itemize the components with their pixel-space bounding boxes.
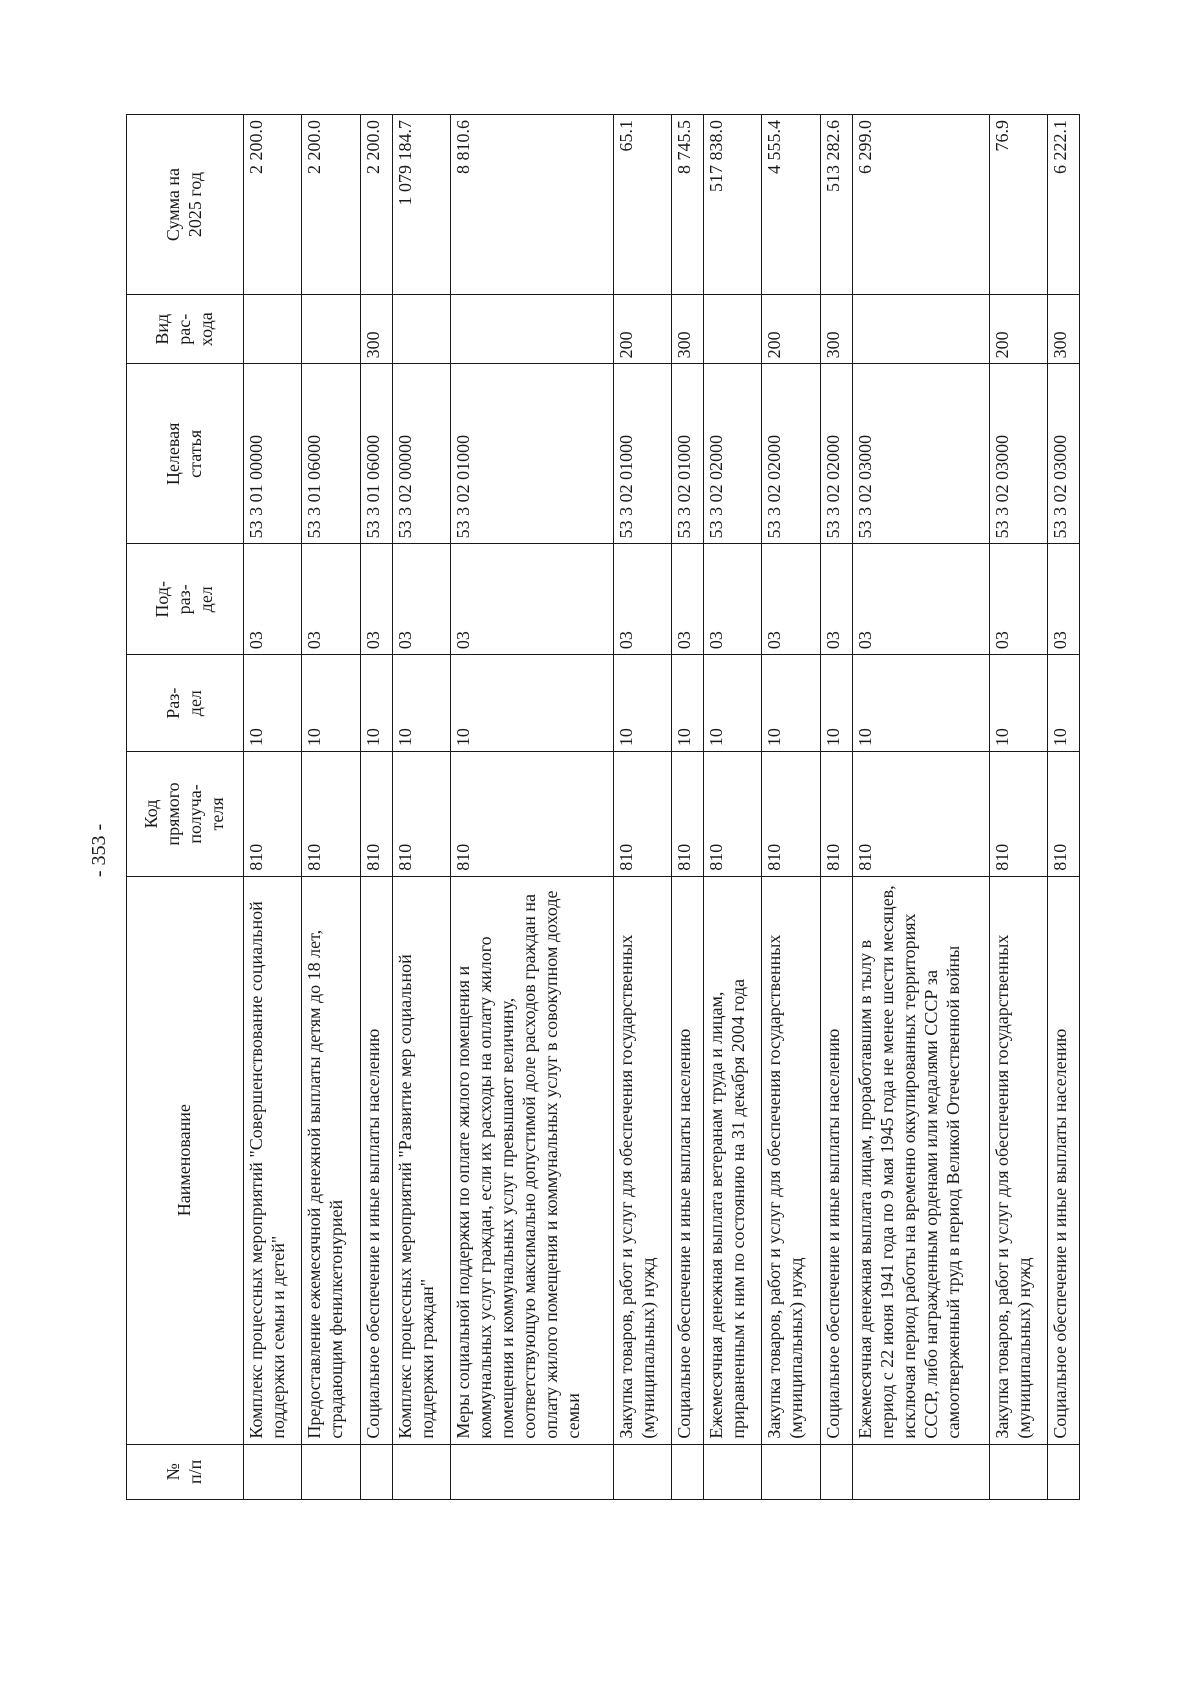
cell-target: 53 3 02 02000 — [704, 364, 762, 544]
cell-name: Социальное обеспечение и иные выплаты населению — [360, 876, 392, 1444]
cell-amount: 8 745.5 — [672, 115, 704, 295]
cell-num — [613, 1444, 671, 1499]
cell-name: Ежемесячная денежная выплата ветеранам труда и лицам, приравненным к ним по состоянию на 31 декабря 2004 года — [704, 876, 762, 1444]
table-row — [613, 115, 671, 1500]
header-amount: Сумма на 2025 год — [127, 115, 244, 295]
cell-amount: 513 282.6 — [820, 115, 852, 295]
cell-num — [244, 1444, 302, 1499]
cell-expense — [852, 295, 989, 364]
table-header-row — [127, 115, 244, 1500]
cell-subsection: 03 — [1047, 544, 1079, 655]
cell-subsection: 03 — [244, 544, 302, 655]
budget-table — [126, 114, 1080, 1500]
cell-amount: 2 200.0 — [244, 115, 302, 295]
table-row — [820, 115, 852, 1500]
cell-recipient: 810 — [450, 752, 613, 877]
header-name: Наименование — [127, 876, 244, 1444]
table-row — [1047, 115, 1079, 1500]
cell-recipient: 810 — [360, 752, 392, 877]
cell-name: Закупка товаров, работ и услуг для обеспечения государственных (муниципальных) нужд — [989, 876, 1047, 1444]
cell-section: 10 — [989, 655, 1047, 752]
cell-subsection: 03 — [302, 544, 360, 655]
cell-amount: 2 200.0 — [360, 115, 392, 295]
header-subsection: Под- раз- дел — [127, 544, 244, 655]
table-row — [360, 115, 392, 1500]
table-row — [989, 115, 1047, 1500]
cell-recipient: 810 — [672, 752, 704, 877]
cell-subsection: 03 — [852, 544, 989, 655]
cell-section: 10 — [360, 655, 392, 752]
cell-expense — [302, 295, 360, 364]
cell-expense — [244, 295, 302, 364]
cell-num — [762, 1444, 820, 1499]
cell-expense: 200 — [762, 295, 820, 364]
cell-amount: 6 222.1 — [1047, 115, 1079, 295]
cell-amount: 65.1 — [613, 115, 671, 295]
cell-recipient: 810 — [613, 752, 671, 877]
cell-recipient: 810 — [852, 752, 989, 877]
cell-name: Социальное обеспечение и иные выплаты населению — [1047, 876, 1079, 1444]
cell-recipient: 810 — [762, 752, 820, 877]
cell-amount: 1 079 184.7 — [392, 115, 450, 295]
page-number — [80, 815, 120, 885]
table-row — [450, 115, 613, 1500]
cell-num — [704, 1444, 762, 1499]
cell-section: 10 — [244, 655, 302, 752]
cell-num — [1047, 1444, 1079, 1499]
cell-target: 53 3 02 03000 — [989, 364, 1047, 544]
cell-target: 53 3 01 00000 — [244, 364, 302, 544]
table-row — [672, 115, 704, 1500]
cell-amount: 8 810.6 — [450, 115, 613, 295]
cell-recipient: 810 — [820, 752, 852, 877]
cell-name: Закупка товаров, работ и услуг для обеспечения государственных (муниципальных) нужд — [762, 876, 820, 1444]
page-number-text: - 353 - — [88, 823, 111, 877]
cell-num — [302, 1444, 360, 1499]
cell-name: Меры социальной поддержки по оплате жилого помещения и коммунальных услуг граждан, если их расходы на оплату жилого помещения и коммунальных услуг превышают величину, соответствующую максимально допустимой доле расходов граждан на оплату жилого помещения и коммунальных услуг в совокупном доходе семьи — [450, 876, 613, 1444]
cell-num — [852, 1444, 989, 1499]
cell-expense — [704, 295, 762, 364]
cell-expense: 300 — [820, 295, 852, 364]
cell-section: 10 — [820, 655, 852, 752]
cell-subsection: 03 — [360, 544, 392, 655]
cell-recipient: 810 — [704, 752, 762, 877]
cell-section: 10 — [762, 655, 820, 752]
table-row — [762, 115, 820, 1500]
cell-target: 53 3 02 01000 — [613, 364, 671, 544]
table-row — [244, 115, 302, 1500]
cell-name: Предоставление ежемесячной денежной выплаты детям до 18 лет, страдающим фенилкетонурией — [302, 876, 360, 1444]
cell-name: Ежемесячная денежная выплата лицам, проработавшим в тылу в период с 22 июня 1941 года по 9 мая 1945 года не менее шести месяцев, исключая период работы на временно оккупированных территориях СССР, либо награжденным орденами или медалями СССР за самоотверженный труд в период Великой Отечественной войны — [852, 876, 989, 1444]
cell-num — [450, 1444, 613, 1499]
cell-target: 53 3 02 02000 — [762, 364, 820, 544]
cell-amount: 2 200.0 — [302, 115, 360, 295]
cell-section: 10 — [1047, 655, 1079, 752]
cell-num — [820, 1444, 852, 1499]
cell-num — [360, 1444, 392, 1499]
table-row — [852, 115, 989, 1500]
cell-expense: 300 — [1047, 295, 1079, 364]
budget-table-container — [126, 114, 1080, 1500]
cell-subsection: 03 — [704, 544, 762, 655]
cell-expense: 300 — [672, 295, 704, 364]
cell-target: 53 3 02 00000 — [392, 364, 450, 544]
cell-name: Комплекс процессных мероприятий "Развитие мер социальной поддержки граждан" — [392, 876, 450, 1444]
cell-target: 53 3 02 02000 — [820, 364, 852, 544]
cell-subsection: 03 — [989, 544, 1047, 655]
cell-subsection: 03 — [613, 544, 671, 655]
cell-section: 10 — [450, 655, 613, 752]
cell-recipient: 810 — [989, 752, 1047, 877]
table-row — [704, 115, 762, 1500]
cell-target: 53 3 02 03000 — [852, 364, 989, 544]
cell-num — [392, 1444, 450, 1499]
cell-subsection: 03 — [820, 544, 852, 655]
cell-section: 10 — [672, 655, 704, 752]
header-recipient: Код прямого получа- теля — [127, 752, 244, 877]
cell-section: 10 — [302, 655, 360, 752]
cell-subsection: 03 — [672, 544, 704, 655]
table-row — [392, 115, 450, 1500]
cell-target: 53 3 02 03000 — [1047, 364, 1079, 544]
cell-expense: 300 — [360, 295, 392, 364]
cell-target: 53 3 02 01000 — [450, 364, 613, 544]
cell-target: 53 3 01 06000 — [360, 364, 392, 544]
cell-recipient: 810 — [244, 752, 302, 877]
cell-section: 10 — [613, 655, 671, 752]
cell-amount: 6 299.0 — [852, 115, 989, 295]
header-section: Раз- дел — [127, 655, 244, 752]
header-expense: Вид рас- хода — [127, 295, 244, 364]
cell-num — [989, 1444, 1047, 1499]
cell-amount: 76.9 — [989, 115, 1047, 295]
cell-target: 53 3 02 01000 — [672, 364, 704, 544]
table-row — [302, 115, 360, 1500]
cell-section: 10 — [704, 655, 762, 752]
cell-expense: 200 — [613, 295, 671, 364]
cell-recipient: 810 — [1047, 752, 1079, 877]
cell-section: 10 — [392, 655, 450, 752]
cell-amount: 4 555.4 — [762, 115, 820, 295]
header-num: № п/п — [127, 1444, 244, 1499]
cell-recipient: 810 — [392, 752, 450, 877]
cell-target: 53 3 01 06000 — [302, 364, 360, 544]
cell-expense: 200 — [989, 295, 1047, 364]
cell-amount: 517 838.0 — [704, 115, 762, 295]
cell-num — [672, 1444, 704, 1499]
cell-subsection: 03 — [762, 544, 820, 655]
table-body — [244, 115, 1080, 1500]
cell-name: Социальное обеспечение и иные выплаты населению — [820, 876, 852, 1444]
cell-expense — [450, 295, 613, 364]
cell-subsection: 03 — [450, 544, 613, 655]
cell-expense — [392, 295, 450, 364]
cell-name: Закупка товаров, работ и услуг для обеспечения государственных (муниципальных) нужд — [613, 876, 671, 1444]
cell-section: 10 — [852, 655, 989, 752]
header-target: Целевая статья — [127, 364, 244, 544]
cell-name: Социальное обеспечение и иные выплаты населению — [672, 876, 704, 1444]
cell-recipient: 810 — [302, 752, 360, 877]
cell-subsection: 03 — [392, 544, 450, 655]
cell-name: Комплекс процессных мероприятий "Совершенствование социальной поддержки семьи и детей" — [244, 876, 302, 1444]
